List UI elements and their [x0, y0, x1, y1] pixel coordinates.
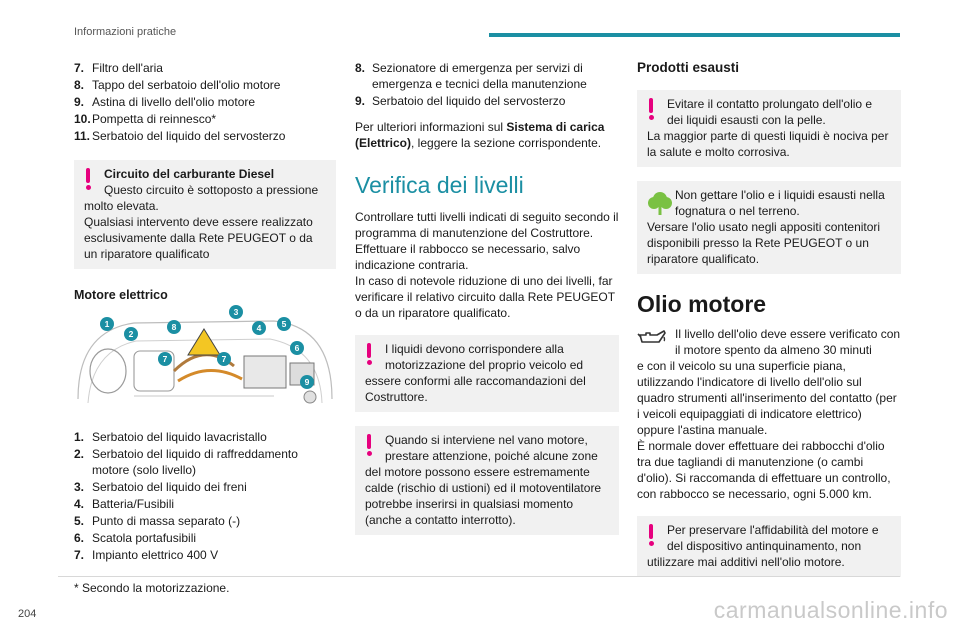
warning-icon	[648, 98, 654, 120]
used-fluids-warning-notice: Evitare il contatto prolungato dell'olio e dei liquidi esausti con la pelle. La maggior parte di questi liquidi è nociva per la salute e molto corrosiva.	[637, 90, 901, 167]
component-list-continued	[355, 60, 619, 109]
fluids-warning-notice: I liquidi devono corrispondere alla motorizzazione del proprio veicolo ed essere conformi alle raccomandazioni del Costruttore.	[355, 335, 619, 412]
callout-7b: 7	[217, 352, 231, 366]
engine-compartment-illustration	[74, 307, 336, 411]
page-number: 204	[18, 608, 37, 620]
list-item: 10. Pompetta di reinnesco*	[74, 112, 217, 126]
list-item: 8. Tappo del serbatoio dell'olio motore	[74, 78, 281, 92]
tree-icon	[647, 190, 673, 216]
callout-8: 8	[167, 320, 181, 334]
list-item: 9. Astina di livello dell'olio motore	[74, 95, 256, 109]
watermark: carmanualsonline.info	[713, 597, 948, 623]
callout-6: 6	[290, 341, 304, 355]
footer-divider	[58, 576, 900, 577]
warning-icon	[366, 343, 372, 365]
used-products-heading: Prodotti esausti	[637, 60, 740, 75]
footnote: * Secondo la motorizzazione.	[74, 581, 230, 595]
warning-icon	[648, 524, 654, 546]
header-accent-bar	[489, 33, 900, 37]
electric-motor-heading: Motore elettrico	[74, 288, 168, 302]
list-item: 7. Filtro dell'aria	[74, 61, 163, 75]
section-title-level-check: Verifica dei livelli	[355, 172, 524, 198]
callout-4: 4	[252, 321, 266, 335]
oil-can-icon	[637, 326, 667, 348]
level-check-body: Controllare tutti livelli indicati di seguito secondo il programma di manutenzione del Costruttore. Effettuare il rabbocco se necessario, salvo indicazione contraria. In caso di notevole riduzione di uno dei livelli, far verificare il relativo circuito dalla Rete PEUGEOT o da un riparatore qualificato.	[355, 210, 619, 320]
list-item: 8. Sezionatore di emergenza per servizi di emergenza e tecnici della manutenzione	[355, 61, 587, 91]
header-title: Informazioni pratiche	[74, 26, 177, 38]
section-title-engine-oil: Olio motore	[637, 291, 767, 317]
callout-1: 1	[100, 317, 114, 331]
column-left	[74, 60, 336, 564]
callout-2: 2	[124, 327, 138, 341]
callout-9: 9	[300, 375, 314, 389]
list-item: 6. Scatola portafusibili	[74, 531, 197, 545]
component-list-top	[74, 60, 336, 144]
callout-3: 3	[229, 305, 243, 319]
column-right	[637, 60, 901, 591]
environment-notice: Non gettare l'olio e i liquidi esausti nella fognatura o nel terreno. Versare l'olio usato negli appositi contenitori disponibili presso la Rete PEUGEOT o un riparatore qualificato.	[637, 181, 901, 274]
warning-icon	[366, 434, 372, 456]
list-item: 11. Serbatoio del liquido del servosterzo	[74, 129, 286, 143]
list-item: 4. Batteria/Fusibili	[74, 497, 175, 511]
additives-warning-notice: Per preservare l'affidabilità del motore e del dispositivo antinquinamento, non utilizzare mai additivi nell'olio motore.	[637, 516, 901, 577]
list-item: 3. Serbatoio del liquido dei freni	[74, 480, 247, 494]
engine-bay-warning-notice: Quando si interviene nel vano motore, prestare attenzione, poiché alcune zone del motore possono essere estremamente calde (rischio di ustioni) ed il motoventilatore potrebbe inserirsi in qualsiasi momento (anche a contatto interrotto).	[355, 426, 619, 535]
list-item: 1. Serbatoio del liquido lavacristallo	[74, 430, 267, 444]
list-item: 2. Serbatoio del liquido di raffreddamento motore (solo livello)	[74, 447, 298, 477]
more-info-text: Per ulteriori informazioni sul Sistema di carica (Elettrico), leggere la sezione corrispondente.	[355, 120, 605, 150]
diesel-warning-notice: Circuito del carburante Diesel Questo circuito è sottoposto a pressione molto elevata. Qualsiasi intervento deve essere realizzato esclusivamente dalla Rete PEUGEOT o da un riparatore qualificato	[74, 160, 336, 269]
callout-7a: 7	[158, 352, 172, 366]
column-middle	[355, 60, 619, 549]
list-item: 9. Serbatoio del liquido del servosterzo	[355, 94, 566, 108]
callout-5: 5	[277, 317, 291, 331]
list-item: 7. Impianto elettrico 400 V	[74, 548, 219, 562]
list-item: 5. Punto di massa separato (-)	[74, 514, 241, 528]
warning-icon	[85, 168, 91, 190]
component-list-bottom	[74, 429, 336, 563]
engine-oil-body: Il livello dell'olio deve essere verificato con il motore spento da almeno 30 minuti e con il veicolo su una superficie piana, utilizzando l'indicatore di livello dell'olio sul quadro strumenti all'inserimento del contatto (per i veicoli equipaggiati di indicatore elettrico) oppure l'astina manuale. È normale dover effettuare dei rabbocchi d'olio tra due tagliandi di manutenzione (o cambi d'olio). Si raccomanda di effettuare un controllo, con rabbocco se necessario, ogni 5.000 km.	[637, 327, 901, 501]
